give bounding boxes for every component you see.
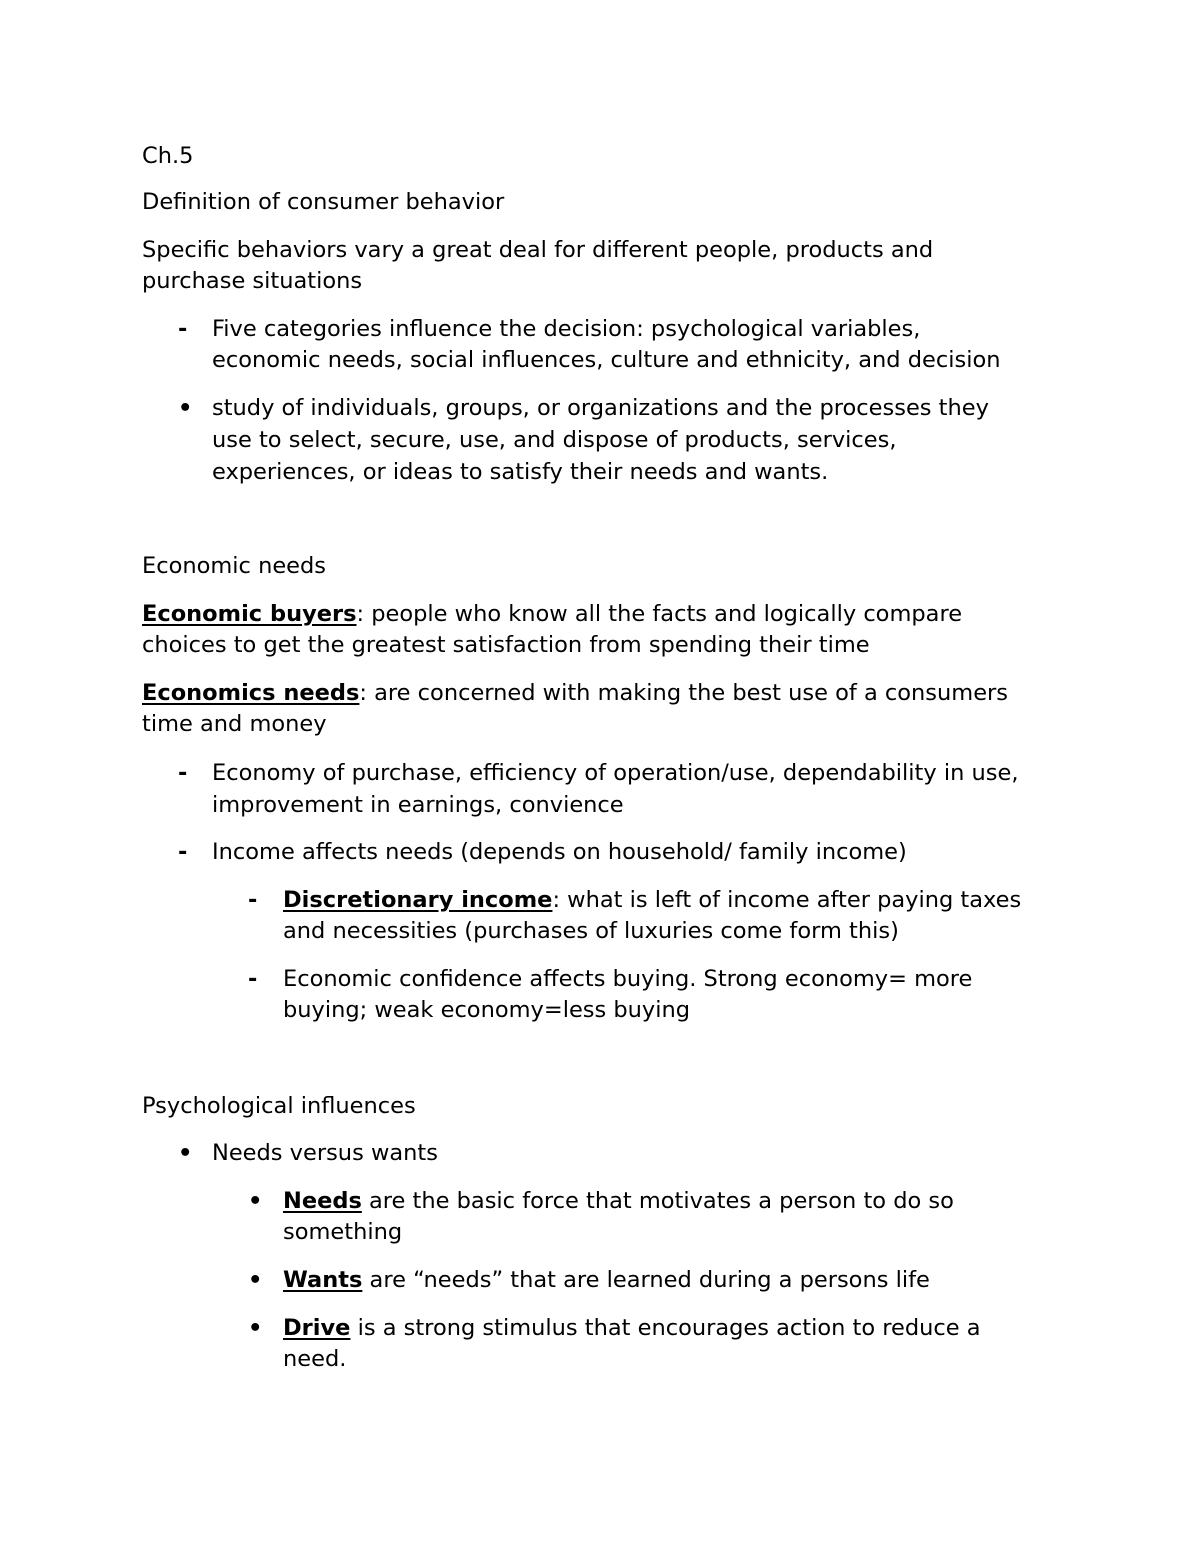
wants-term: Wants — [283, 1267, 363, 1293]
list-item-study-cont-2: experiences, or ideas to satisfy their needs and wants. — [212, 459, 829, 485]
sub-item-drive-cont: need. — [283, 1346, 347, 1372]
sub-item-drive — [283, 1312, 981, 1344]
economics-needs-term: Economics needs — [142, 680, 360, 706]
discretionary-income-text: : what is left of income after paying taxes — [552, 887, 1022, 913]
definition-heading: Definition of consumer behavior — [142, 189, 505, 215]
list-item-five-categories-cont: economic needs, social influences, culture and ethnicity, and decision — [212, 347, 1001, 373]
needs-term: Needs — [283, 1188, 362, 1214]
dash-marker: - — [178, 839, 188, 865]
psychological-influences-heading: Psychological influences — [142, 1093, 416, 1119]
list-item-needs-versus-wants: Needs versus wants — [212, 1140, 438, 1166]
needs-text: are the basic force that motivates a person to do so — [361, 1188, 954, 1214]
bullet-marker: • — [248, 1267, 263, 1293]
list-item-economy-of-purchase: Economy of purchase, efficiency of operation/use, dependability in use, — [212, 760, 1019, 786]
intro-line-2: purchase situations — [142, 268, 363, 294]
dash-marker: - — [178, 760, 188, 786]
sub-item-discretionary-income-cont: and necessities (purchases of luxuries come form this) — [283, 918, 899, 944]
dash-marker: - — [248, 966, 258, 992]
sub-item-wants — [283, 1264, 930, 1296]
wants-text: are “needs” that are learned during a persons life — [362, 1267, 930, 1293]
dash-marker: - — [178, 316, 188, 342]
sub-item-needs-cont: something — [283, 1219, 403, 1245]
bullet-marker: • — [248, 1315, 263, 1341]
list-item-study: study of individuals, groups, or organizations and the processes they — [212, 395, 989, 421]
economic-needs-heading: Economic needs — [142, 553, 327, 579]
economic-buyers-definition — [142, 598, 962, 630]
list-item-five-categories: Five categories influence the decision: psychological variables, — [212, 316, 921, 342]
dash-marker: - — [248, 887, 258, 913]
bullet-marker: • — [178, 1140, 193, 1166]
drive-term: Drive — [283, 1315, 351, 1341]
sub-item-economic-confidence-cont: buying; weak economy=less buying — [283, 997, 691, 1023]
discretionary-income-term: Discretionary income — [283, 887, 553, 913]
economics-needs-definition-cont: time and money — [142, 711, 327, 737]
economics-needs-text: : are concerned with making the best use of a consumers — [359, 680, 1009, 706]
economic-buyers-term: Economic buyers — [142, 601, 357, 627]
economic-buyers-text: : people who know all the facts and logically compare — [356, 601, 963, 627]
sub-item-discretionary-income — [283, 884, 1021, 916]
economic-buyers-definition-cont: choices to get the greatest satisfaction from spending their time — [142, 632, 870, 658]
chapter-label: Ch.5 — [142, 143, 194, 169]
sub-item-economic-confidence: Economic confidence affects buying. Strong economy= more — [283, 966, 973, 992]
economics-needs-definition — [142, 677, 1008, 709]
list-item-economy-of-purchase-cont: improvement in earnings, convience — [212, 792, 624, 818]
intro-line-1: Specific behaviors vary a great deal for different people, products and — [142, 237, 934, 263]
list-item-income-affects-needs: Income affects needs (depends on household/ family income) — [212, 839, 907, 865]
list-item-study-cont-1: use to select, secure, use, and dispose of products, services, — [212, 427, 897, 453]
sub-item-needs — [283, 1185, 954, 1217]
bullet-marker: • — [248, 1188, 263, 1214]
drive-text: is a strong stimulus that encourages action to reduce a — [350, 1315, 981, 1341]
bullet-marker: • — [178, 395, 193, 421]
